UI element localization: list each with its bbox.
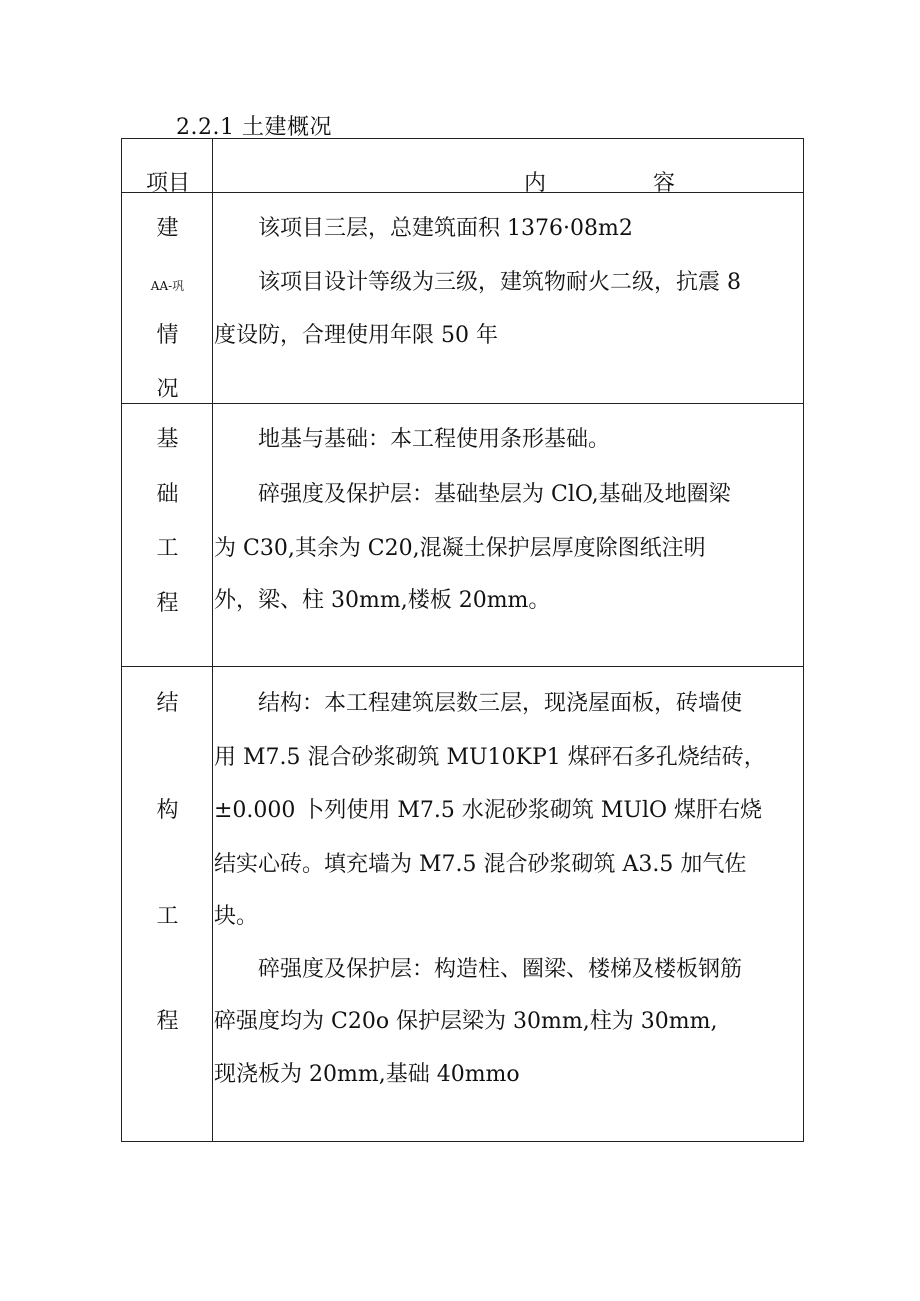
content-line: 地基与基础：本工程使用条形基础。	[258, 427, 611, 452]
header-content-label-1: 内	[524, 171, 547, 196]
section-heading: 2.2.1 土建概况	[176, 115, 332, 140]
row-label-char: 程	[156, 1009, 179, 1034]
row-content-cell	[213, 667, 804, 1142]
row-label-char: 程	[156, 591, 179, 616]
row-label-char: 结	[156, 691, 179, 716]
content-line: 结实心砖。填充墙为 M7.5 混合砂浆砌筑 A3.5 加气佐	[214, 852, 747, 877]
civil-overview-table	[121, 138, 804, 1142]
table-header-row	[122, 139, 804, 193]
row-label-char: 构	[156, 798, 179, 823]
content-line: 度设防，合理使用年限 50 年	[214, 323, 498, 348]
table-row	[122, 667, 804, 1142]
header-item-label: 项目	[146, 171, 191, 196]
header-item-cell	[122, 139, 213, 196]
row-label-cell	[122, 404, 213, 667]
row-label-char: 工	[156, 904, 179, 929]
content-line: 结构：本工程建筑层数三层，现浇屋面板，砖墙使	[258, 691, 743, 716]
header-content-cell	[213, 139, 804, 196]
row-label-char: 建	[156, 216, 179, 241]
row-label-char: 础	[156, 482, 179, 507]
row-label-char: 工	[156, 536, 179, 561]
row-label-cell	[122, 193, 213, 404]
content-line: 外，梁、柱 30mm,楼板 20mm。	[214, 588, 551, 613]
row-label-char: AA-巩	[150, 279, 185, 293]
table-row	[122, 193, 804, 404]
content-line: 用 M7.5 混合砂浆砌筑 MU10KP1 煤砰石多孔烧结砖，	[214, 745, 766, 770]
row-content-cell	[213, 404, 804, 667]
content-line: 碎强度及保护层：基础垫层为 ClO,基础及地圈梁	[258, 482, 731, 507]
row-content-cell	[213, 193, 804, 404]
content-line: 为 C30,其余为 C20,混凝土保护层厚度除图纸注明	[214, 536, 706, 561]
row-label-char: 基	[156, 427, 179, 452]
content-line: ±0.000 卜列使用 M7.5 水泥砂浆砌筑 MUlO 煤肝右烧	[214, 798, 763, 823]
content-line: 块。	[214, 904, 259, 929]
content-line: 碎强度均为 C20o 保护层梁为 30mm,柱为 30mm,	[214, 1009, 718, 1034]
header-content-label-2: 容	[653, 171, 676, 196]
row-label-cell	[122, 667, 213, 1142]
content-line: 该项目设计等级为三级，建筑物耐火二级，抗震 8	[258, 270, 741, 295]
table-row	[122, 404, 804, 667]
content-line: 碎强度及保护层：构造柱、圈梁、楼梯及楼板钢筋	[258, 957, 743, 982]
content-line: 该项目三层，总建筑面积 1376·08m2	[258, 216, 633, 241]
row-label-char: 情	[156, 323, 179, 348]
row-label-char: 况	[156, 377, 179, 402]
content-line: 现浇板为 20mm,基础 40mmo	[214, 1062, 520, 1087]
